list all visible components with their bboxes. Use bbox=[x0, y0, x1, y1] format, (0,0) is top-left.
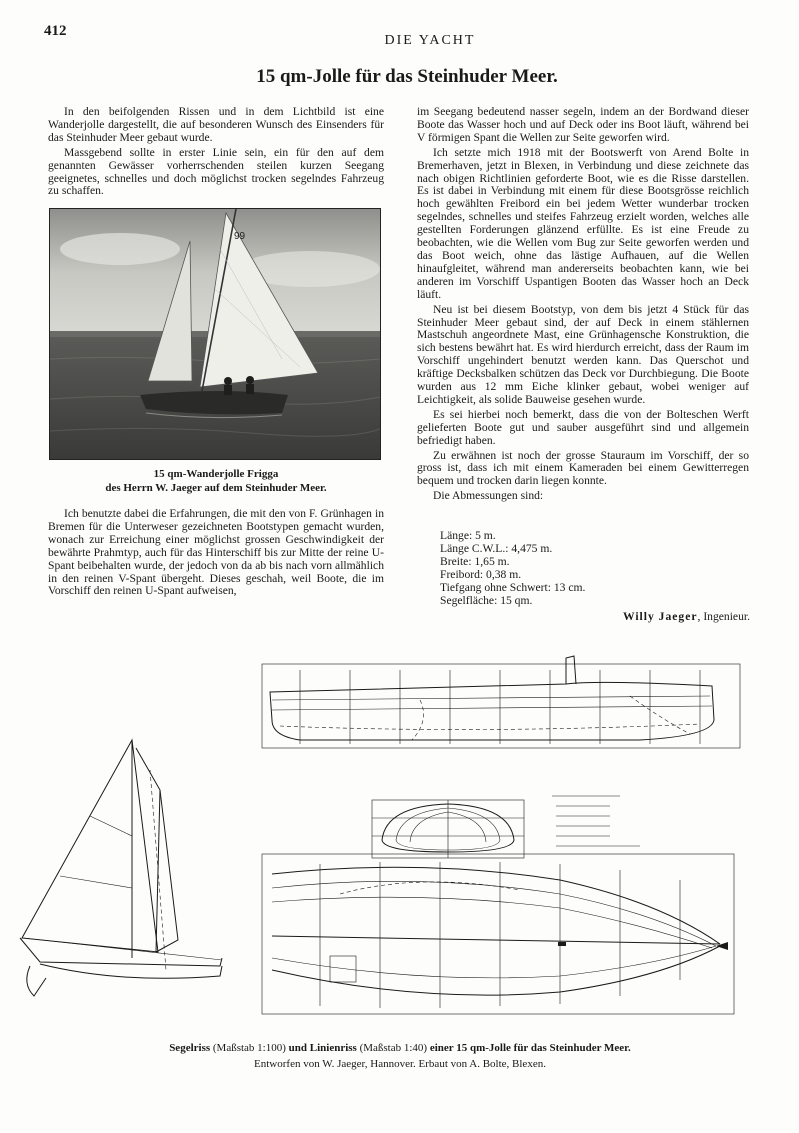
dimension-item: Tiefgang ohne Schwert: 13 cm. bbox=[440, 580, 586, 594]
paragraph: Neu ist bei diesem Bootstyp, von dem bis jetzt 4 Stück für das Steinhuder Meer gebaut sind, der auf Deck in einem stählernen Mastschuh angeordnete Mast, eine Grünhagensche Konstruktion, die sich bestens bewährt hat. Es wird hierdurch erreicht, dass der Raum im Vorschiff ungehindert benutzt werden kann. Das Querschot und kräftige Decksbalken schützen das Deck vor Durchbiegung. Die Boote wurden aus 12 mm Eiche klinker gebaut, wobei weniger auf Leichtigkeit, als solide Bauweise gesehen wurde. bbox=[417, 302, 749, 406]
paragraph: In den beifolgenden Rissen und in dem Lichtbild ist eine Wanderjolle dargestellt, die auf besonderen Wunsch des Einsenders für das Steinhuder Meer gebaut wurde. bbox=[48, 105, 384, 144]
author-name: Willy Jaeger bbox=[622, 610, 698, 623]
drawing-caption-line2: Entworfen von W. Jaeger, Hannover. Erbaut von A. Bolte, Blexen. bbox=[254, 1058, 546, 1070]
dimensions-list bbox=[440, 530, 585, 607]
drawing-title-block bbox=[552, 796, 640, 846]
paragraph: Zu erwähnen ist noch der grosse Stauraum im Vorschiff, der so gross ist, dass ich mit einem Kameraden bei einem Gewitterregen bequem und trocken darin liegen konnte. bbox=[417, 448, 749, 488]
photo-caption bbox=[48, 467, 384, 495]
paragraph: Es sei hierbei noch bemerkt, dass die von der Bolteschen Werft gelieferten Boote gut und sauber ausgeführt sind und allgemein befriedigt haben. bbox=[417, 407, 749, 447]
paragraph: Massgebend sollte in erster Linie sein, ein für den auf dem genannten Gewässer vorherrschenden steilen kurzen Seegang geeignetes, schnelles und doch möglichst trocken segelndes Fahrzeug zu schaffen. bbox=[48, 145, 384, 198]
sail-number: 99 bbox=[234, 231, 246, 242]
caption-segment: einer 15 qm-Jolle für das Steinhuder Meer. bbox=[429, 1042, 631, 1054]
sailboat-photo bbox=[49, 208, 381, 460]
dimension-item: Breite: 1,65 m. bbox=[440, 554, 510, 568]
dimension-item: Länge: 5 m. bbox=[440, 529, 496, 542]
running-title: DIE YACHT bbox=[384, 33, 476, 48]
sailboat-photo-image bbox=[50, 209, 380, 459]
paragraph: im Seegang bedeutend nasser segeln, indem an der Bordwand dieser Boote das Wasser hoch und auf Deck oder ins Boot läuft, während bei V förmigen Spant die Wellen zur Seite geworfen wird. bbox=[417, 105, 749, 144]
page-number: 412 bbox=[44, 23, 67, 39]
author-title: , Ingenieur. bbox=[697, 610, 750, 623]
author-signature bbox=[520, 610, 750, 623]
right-column bbox=[417, 106, 749, 505]
dimension-item: Länge C.W.L.: 4,475 m. bbox=[440, 541, 553, 555]
photo-caption-line2: des Herrn W. Jaeger auf dem Steinhuder Meer. bbox=[105, 482, 327, 494]
dimensions-intro: Die Abmessungen sind: bbox=[433, 489, 544, 503]
caption-segment: (Maßstab 1:40) bbox=[356, 1042, 430, 1054]
drawing-caption bbox=[40, 1040, 760, 1072]
left-column-top bbox=[48, 106, 384, 200]
technical-drawings bbox=[0, 640, 799, 1040]
photo-caption-line1: 15 qm-Wanderjolle Frigga bbox=[153, 468, 279, 480]
dimension-item: Segelfläche: 15 qm. bbox=[440, 593, 533, 607]
half-breadth-plan-drawing bbox=[262, 854, 734, 1014]
drawing-caption-line1 bbox=[40, 1040, 760, 1056]
dimension-item: Freibord: 0,38 m. bbox=[440, 567, 522, 581]
caption-segment: Segelriss bbox=[169, 1042, 211, 1054]
body-plan-drawing bbox=[372, 800, 524, 858]
hull-profile-drawing bbox=[262, 656, 740, 748]
caption-segment: und Linienriss bbox=[288, 1042, 357, 1054]
left-column-bottom bbox=[48, 508, 384, 600]
paragraph: Ich benutzte dabei die Erfahrungen, die mit den von F. Grünhagen in Bremen für die Unterweser gezeichneten Bootstypen gemacht wurden, wonach zur Erreichung einer möglichst grossen Geschwindigkeit der bewährte Prahmtyp, auch für das Hinterschiff bis zur Mitte der reine U-Spant beibehalten wurde, der jedoch von da ab bis nach vorn allmählich in den reinen V-Spant übergeht. Dieses geschah, weil Boote, die im Vorschiff den reinen U-Spant aufweisen, bbox=[48, 507, 384, 598]
caption-segment: (Maßstab 1:100) bbox=[210, 1042, 289, 1054]
article-title: 15 qm-Jolle für das Steinhuder Meer. bbox=[256, 66, 558, 87]
sail-plan-drawing bbox=[20, 740, 222, 996]
paragraph: Ich setzte mich 1918 mit der Bootswerft von Arend Bolte in Bremerhaven, jetzt in Blexen, in Verbindung und diese zeichnete das nach obigen Richtlinien geforderte Boot, wie es die Risse darstellen. Es ist dabei in Verbindung mit einem für diese Bootsgrösse reichlich hoch gewählten Freibord ein bei jedem Wetter wunderbar trocken segelndes, schnelles und steifes Fahrzeug erzielt worden, welches alle gestellten Forderungen glänzend erfüllte. Es ist eine Freude zu beobachten, wie die Wellen vom Bug zur Seite geworfen werden und das Boot weich, ohne das lästige Aufhauen, auf die Wellen hinaufgleitet, während man andererseits beobachten kann, wie bei anderen im Vorschiff Uspantigen Booten das Wasser hoch an Deck läuft. bbox=[417, 145, 749, 301]
